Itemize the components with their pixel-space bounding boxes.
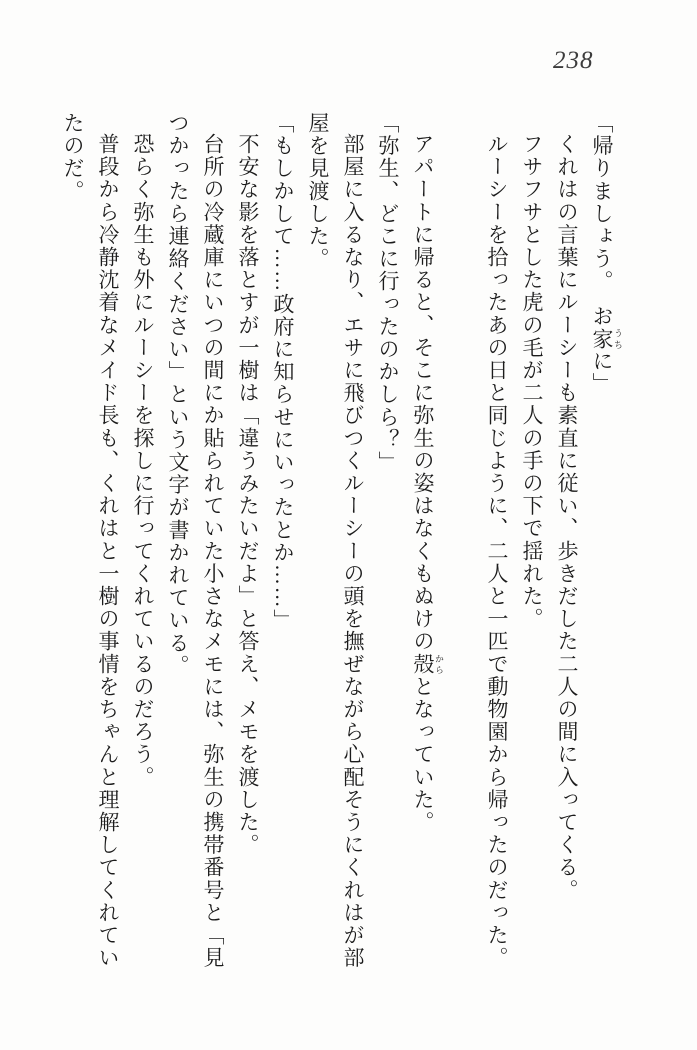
page-number: 238	[553, 47, 594, 74]
paragraph: 台所の冷蔵庫にいつの間にか貼られていた小さなメモには、弥生の携帯番号と「見つかったら連絡ください」という文字が書かれている。	[166, 112, 225, 970]
paragraph: 不安な影を落とすが一樹は「違うみたいだよ」と答え、メモを渡した。	[236, 133, 260, 857]
paragraph: フサフサとした虎の毛が二人の手の下で揺れた。	[520, 133, 544, 631]
paragraph: 「帰りましょう。 お家 うちに」	[590, 112, 623, 396]
paragraph: 「もしかして……政府に知らせにいったとか……」	[271, 112, 295, 632]
paragraph: ルーシーを拾ったあの日と同じように、二人と一匹で動物園から帰ったのだった。	[485, 133, 509, 970]
paragraph: 普段から冷静沈着なメイド長も、くれはと一樹の事情をちゃんと理解してくれていたのだ。	[61, 112, 120, 970]
blank-line	[444, 112, 479, 978]
paragraph: アパートに帰ると、そこに弥生の姿はなくもぬけの殻 からとなっていた。	[411, 133, 444, 834]
paragraph: 「弥生、どこに行ったのかしら？」	[376, 112, 400, 474]
paragraph: くれはの言葉にルーシーも素直に従い、歩きだした二人の間に入ってくる。	[555, 133, 579, 902]
paragraph: 恐らく弥生も外にルーシーを探しに行ってくれているのだろう。	[131, 133, 155, 789]
page-text	[55, 112, 623, 978]
furigana-ruby: 殻 から	[411, 652, 444, 676]
furigana-ruby: 家 うち	[590, 327, 623, 351]
paragraph: 部屋に入るなり、エサに飛びつくルーシーの頭を撫ぜながら心配そうにくれはが部屋を見渡した。	[306, 112, 365, 970]
